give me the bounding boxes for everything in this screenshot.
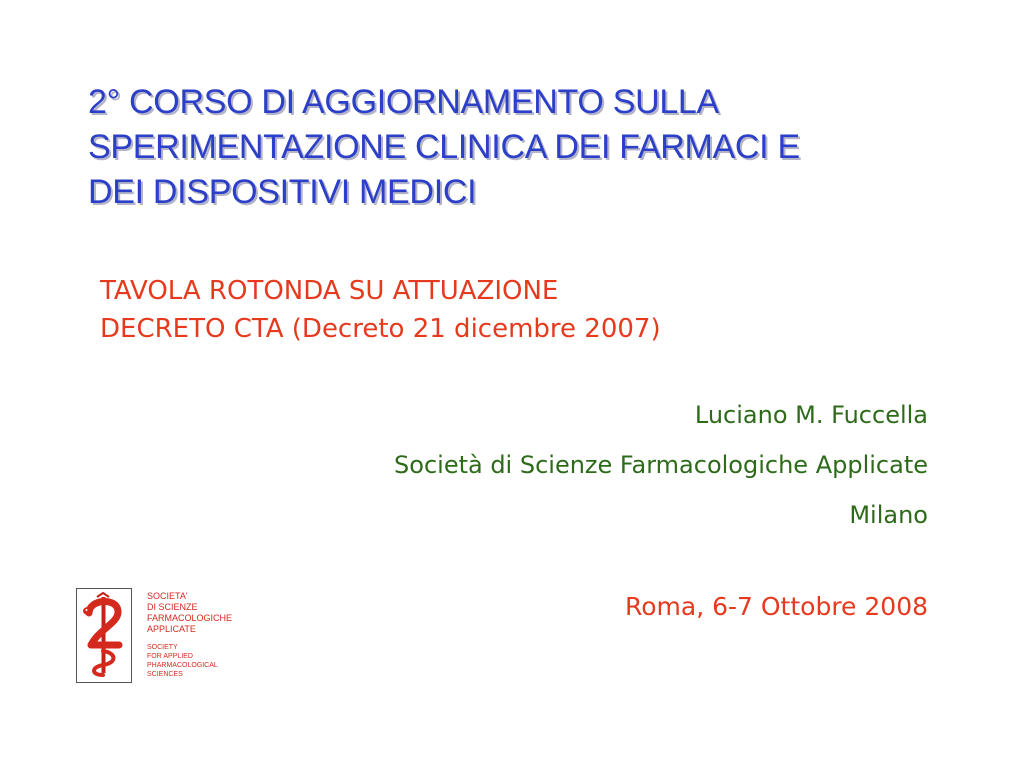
event-place-date: Roma, 6-7 Ottobre 2008 [624,592,928,621]
slide-title [88,80,968,215]
slide-subtitle [100,272,920,348]
logo-line: DI SCIENZE [147,602,198,612]
title-line: DEI DISPOSITIVI MEDICI [88,173,477,211]
author-city: Milano [849,501,928,529]
logo-line: SOCIETY [147,644,178,651]
subtitle-line: DECRETO CTA (Decreto 21 dicembre 2007) [100,314,661,344]
logo-text-italian [147,591,232,635]
title-line: 2° CORSO DI AGGIORNAMENTO SULLA [88,83,719,121]
logo-text [147,591,232,679]
logo-line: FOR APPLIED [147,653,193,660]
logo-line: FARMACOLOGICHE [147,613,233,623]
logo-line: APPLICATE [147,624,196,634]
logo-line: PHARMACOLOGICAL [147,662,218,669]
logo-line: SCIENCES [147,671,183,678]
author-block [108,390,928,540]
caduceus-snake-logo-icon [76,588,132,683]
logo-text-english [147,643,232,679]
author-name: Luciano M. Fuccella [694,401,928,429]
title-line: SPERIMENTAZIONE CLINICA DEI FARMACI E [88,128,800,166]
subtitle-line: TAVOLA ROTONDA SU ATTUAZIONE [100,276,559,306]
author-organization: Società di Scienze Farmacologiche Applicate [394,451,928,479]
logo-line: SOCIETA' [147,591,188,601]
